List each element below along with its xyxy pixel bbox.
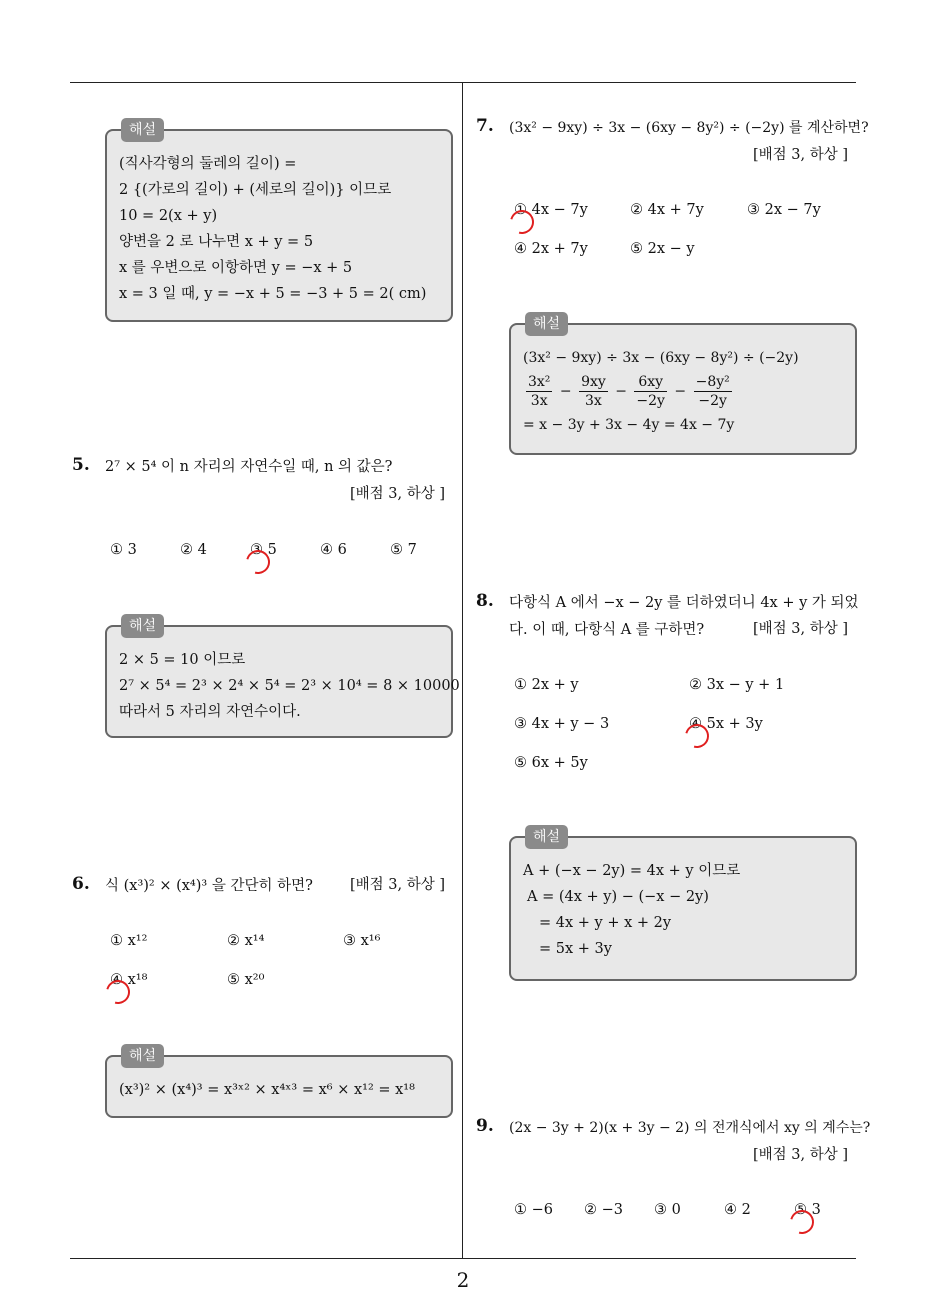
solution-line: 2 {(가로의 길이) + (세로의 길이)} 이므로 (119, 182, 392, 198)
question-meta: [배점 3, 하상 ] (753, 621, 849, 637)
option-3[interactable]: ③ 2x − 7y (747, 202, 821, 218)
option-3[interactable]: ③ 4x + y − 3 (514, 716, 610, 732)
option-4[interactable] (689, 716, 763, 732)
option-4[interactable]: ④ 6 (320, 542, 347, 558)
question-text: (2x − 3y + 2)(x + 3y − 2) 의 전개식에서 xy 의 계수는? (509, 1120, 871, 1136)
solution-line: 따라서 5 자리의 자연수이다. (119, 704, 301, 720)
solution-line: 2⁷ × 5⁴ = 2³ × 2⁴ × 5⁴ = 2³ × 10⁴ = 8 × 10000 (119, 678, 460, 694)
option-2[interactable]: ② x¹⁴ (227, 933, 265, 949)
question-text: 다. 이 때, 다항식 A 를 구하면? (509, 622, 705, 638)
option-2[interactable]: ② 4x + 7y (630, 202, 704, 218)
option-1[interactable]: ① −6 (514, 1202, 553, 1218)
option-2[interactable]: ② −3 (584, 1202, 623, 1218)
solution-line: 10 = 2(x + y) (119, 208, 218, 224)
option-3[interactable] (250, 542, 277, 558)
fraction (579, 373, 608, 410)
option-2[interactable]: ② 3x − y + 1 (689, 677, 785, 693)
operator: − (615, 383, 627, 400)
option-5[interactable]: ⑤ 6x + 5y (514, 755, 588, 771)
denominator: −2y (636, 393, 665, 409)
solution-box-q8 (509, 829, 857, 981)
option-4[interactable]: ④ 2 (724, 1202, 751, 1218)
option-label: ④ x¹⁸ (110, 972, 148, 988)
solution-fraction-line (523, 373, 843, 410)
numerator: 9xy (581, 374, 606, 390)
solution-line: (3x² − 9xy) ÷ 3x − (6xy − 8y²) ÷ (−2y) (523, 350, 799, 366)
question-number: 7. (476, 116, 494, 136)
operator: − (559, 383, 572, 400)
question-meta: [배점 3, 하상 ] (753, 147, 849, 163)
question-number: 6. (72, 874, 90, 894)
option-4[interactable]: ④ 2x + 7y (514, 241, 588, 257)
denominator: 3x (585, 393, 602, 409)
solution-box-q7 (509, 316, 857, 455)
solution-box-q4 (105, 122, 453, 322)
option-5[interactable]: ⑤ 7 (390, 542, 417, 558)
option-2[interactable]: ② 4 (180, 542, 207, 558)
numerator: −8y² (695, 374, 730, 390)
question-number: 9. (476, 1116, 494, 1136)
question-meta: [배점 3, 하상 ] (350, 486, 446, 502)
solution-line: (직사각형의 둘레의 길이) = (119, 156, 297, 172)
question-text: 다항식 A 에서 −x − 2y 를 더하였더니 4x + y 가 되었 (509, 595, 859, 611)
solution-line: A + (−x − 2y) = 4x + y 이므로 (523, 863, 741, 879)
solution-line: x = 3 일 때, y = −x + 5 = −3 + 5 = 2( cm) (119, 286, 427, 302)
option-1[interactable]: ① x¹² (110, 933, 148, 949)
solution-line: = x − 3y + 3x − 4y = 4x − 7y (523, 417, 735, 433)
question-text: 식 (x³)² × (x⁴)³ 을 간단히 하면? (105, 878, 313, 894)
option-label: ④ 5x + 3y (689, 716, 763, 732)
option-4[interactable] (110, 972, 147, 988)
denominator: 3x (530, 393, 548, 409)
numerator: 6xy (634, 373, 667, 392)
question-text: 2⁷ × 5⁴ 이 n 자리의 자연수일 때, n 의 값은? (105, 459, 393, 475)
solution-line: A = (4x + y) − (−x − 2y) (527, 889, 709, 905)
option-1[interactable]: ① 3 (110, 542, 137, 558)
option-1[interactable]: ① 2x + y (514, 677, 579, 693)
question-text: (3x² − 9xy) ÷ 3x − (6xy − 8y²) ÷ (−2y) 를 계산하면? (509, 120, 869, 136)
option-label: ⑤ 3 (794, 1202, 821, 1218)
solution-line: 2 × 5 = 10 이므로 (119, 652, 246, 668)
option-5[interactable]: ⑤ 2x − y (630, 241, 695, 257)
option-label: ③ 5 (250, 542, 277, 558)
option-3[interactable]: ③ 0 (654, 1202, 681, 1218)
column-divider (462, 82, 463, 1258)
option-3[interactable]: ③ x¹⁶ (343, 933, 381, 949)
question-meta: [배점 3, 하상 ] (350, 877, 446, 893)
solution-box-q5 (105, 618, 460, 738)
option-label: ① 4x − 7y (514, 202, 588, 218)
solution-box-q6 (105, 1048, 453, 1118)
denominator: −2y (698, 393, 727, 409)
solution-label: 해설 (121, 118, 164, 142)
fraction (694, 373, 732, 410)
bottom-rule (70, 1258, 856, 1259)
solution-line: x 를 우변으로 이항하면 y = −x + 5 (119, 260, 353, 276)
page-number: 2 (456, 1268, 470, 1292)
fraction (526, 373, 552, 410)
option-5[interactable]: ⑤ x²⁰ (227, 972, 265, 988)
operator: − (674, 383, 687, 400)
option-1[interactable] (514, 202, 588, 218)
solution-label: 해설 (525, 312, 568, 336)
solution-label: 해설 (525, 825, 568, 849)
solution-line: 양변을 2 로 나누면 x + y = 5 (119, 234, 314, 250)
fraction (634, 373, 667, 410)
question-meta: [배점 3, 하상 ] (753, 1147, 849, 1163)
solution-label: 해설 (121, 614, 164, 638)
numerator: 3x² (528, 374, 551, 390)
solution-line: = 4x + y + x + 2y (539, 915, 672, 931)
solution-line: = 5x + 3y (539, 941, 612, 957)
top-rule (70, 82, 856, 83)
solution-label: 해설 (121, 1044, 164, 1068)
solution-line: (x³)² × (x⁴)³ = x³ˣ² × x⁴ˣ³ = x⁶ × x¹² = x¹⁸ (119, 1082, 415, 1098)
question-number: 5. (72, 455, 90, 475)
question-number: 8. (476, 591, 494, 611)
option-5[interactable] (794, 1202, 821, 1218)
